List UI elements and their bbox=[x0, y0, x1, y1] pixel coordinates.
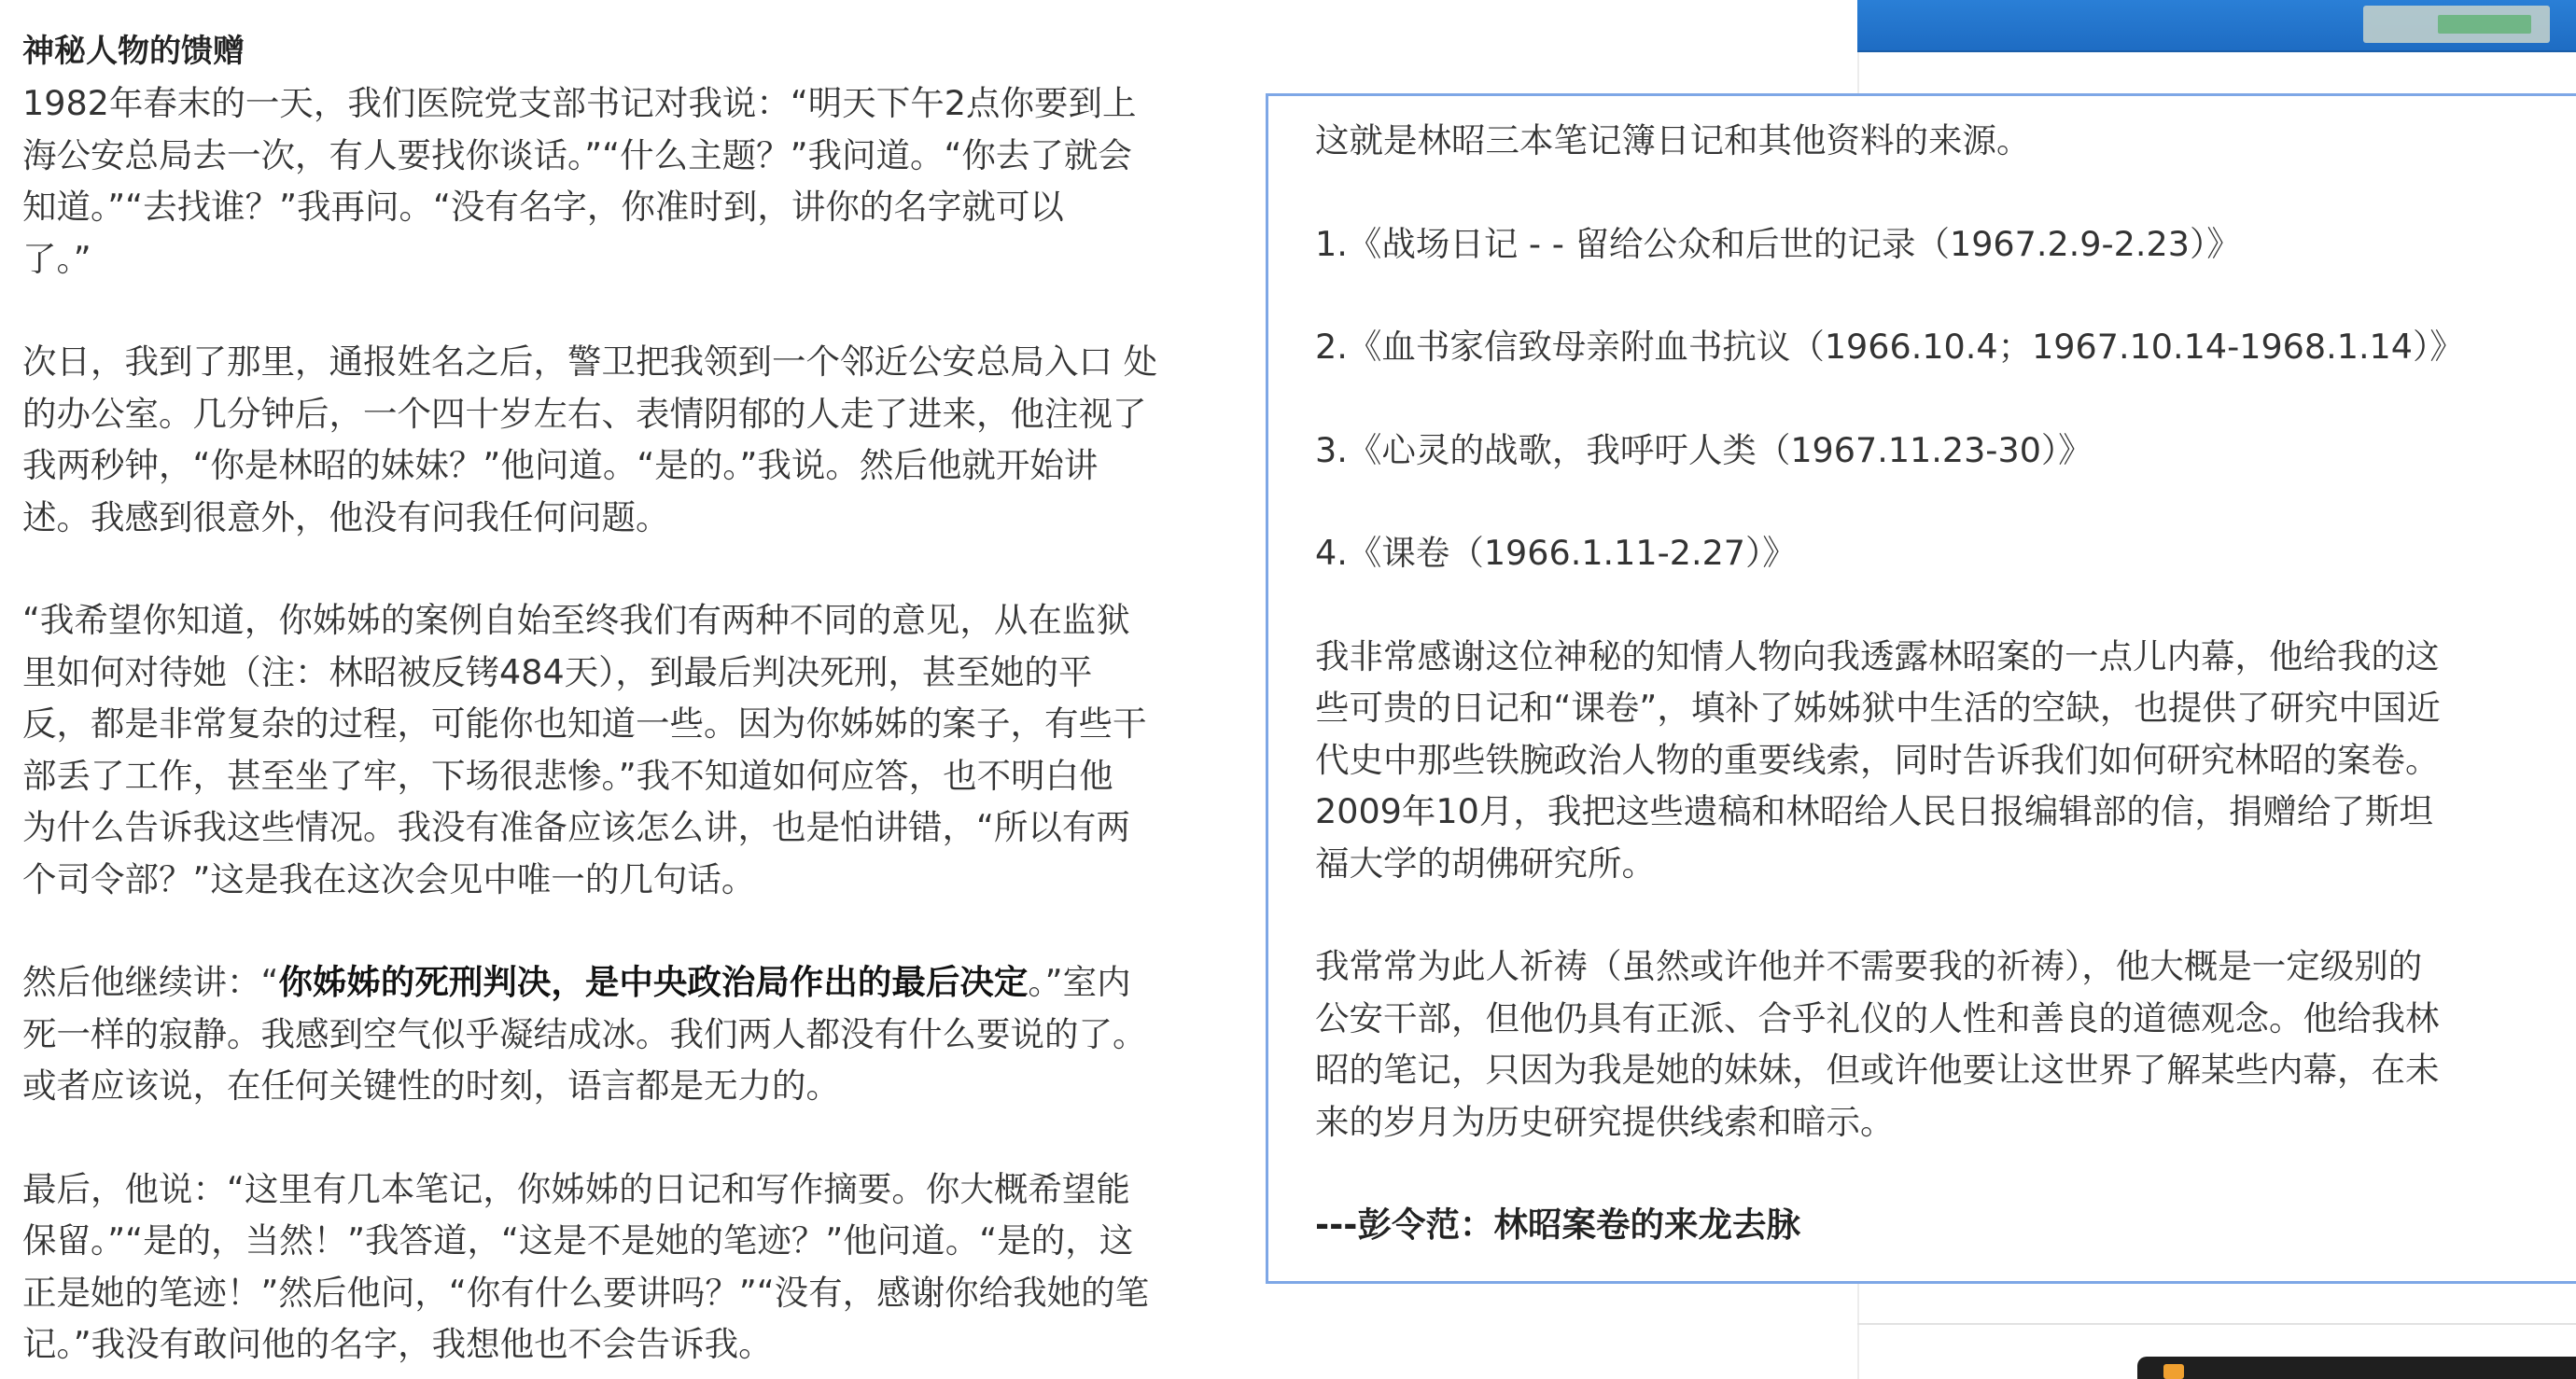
panel-list-item: 2.《血书家信致母亲附血书抗议（1966.10.4；1967.10.14-1968.1.14）》 bbox=[1315, 327, 2464, 367]
banner-thumbnail[interactable] bbox=[2363, 6, 2550, 43]
signature-dashes: --- bbox=[1315, 1205, 1358, 1245]
article-paragraph-5: 最后，他说：“这里有几本笔记，你姊姊的日记和写作摘要。你大概希望能 保留。”“是的，当然！”我答道，“这是不是她的笔迹？”他问道。“是的，这 正是她的笔迹！”然后他问，“你有什么要讲吗？”“没有，感谢你给我她的笔 记。”我没有敢问他的名字，我想他也不会告诉我。 bbox=[22, 1168, 1150, 1364]
paragraph-4-emphasis: 你姊姊的死刑判决，是中央政治局作出的最后决定 bbox=[278, 962, 1029, 1002]
article-paragraph-3: “我希望你知道，你姊姊的案例自始至终我们有两种不同的意见，从在监狱 里如何对待她（注：林昭被反铐484天），到最后判决死刑，甚至她的平 反，都是非常复杂的过程，可能你也知道一些。因为你姊姊的案子，有些干 部丢了工作，甚至坐了牢，下场很悲惨。”我不知道如何应答，也不明白他 为什么告诉我这些情况。我没有准备应该怎么讲，也是怕讲错，“所以有两 个司令部？”这是我在这次会见中唯一的几句话。 bbox=[22, 600, 1147, 899]
article-title: 神秘人物的馈赠 bbox=[22, 33, 245, 70]
floating-widget[interactable] bbox=[2137, 1357, 2576, 1379]
article-paragraph-1: 1982年春末的一天，我们医院党支部书记对我说：“明天下午2点你要到上 海公安总局去一次，有人要找你谈话。”“什么主题？”我问道。“你去了就会 知道。”“去找谁？”我再问。“没有名字，你准时到，讲你的名字就可以 了。” bbox=[22, 83, 1137, 279]
quote-panel bbox=[1266, 93, 2576, 1284]
panel-content bbox=[1315, 115, 2566, 1302]
widget-icon bbox=[2163, 1364, 2184, 1379]
banner-thumbnail-image bbox=[2438, 15, 2531, 34]
article-paragraph-4 bbox=[22, 956, 1254, 1112]
paragraph-4-lead: 然后他继续讲：“ bbox=[22, 962, 279, 1002]
panel-list-item: 3.《心灵的战歌，我呼吁人类（1967.11.23-30）》 bbox=[1315, 429, 2093, 470]
panel-list-item: 4.《课卷（1966.1.11-2.27）》 bbox=[1315, 533, 1797, 573]
article-paragraph-2: 次日，我到了那里，通报姓名之后，警卫把我领到一个邻近公安总局入口 处 的办公室。几分钟后，一个四十岁左右、表情阴郁的人走了进来，他注视了 我两秒钟，“你是林昭的妹妹？”他问道。“是的。”我说。然后他就开始讲 述。我感到很意外，他没有问我任何问题。 bbox=[22, 341, 1158, 537]
panel-list-item: 1.《战场日记 - - 留给公众和后世的记录（1967.2.9-2.23）》 bbox=[1315, 223, 2241, 264]
signature-text: 彭令范：林昭案卷的来龙去脉 bbox=[1357, 1205, 1800, 1245]
panel-paragraph-2: 我常常为此人祈祷（虽然或许他并不需要我的祈祷），他大概是一定级别的 公安干部，但他仍具有正派、合乎礼仪的人性和善良的道德观念。他给我林 昭的笔记，只因为我是她的妹妹，但或许他要让这世界了解某些内幕，在未 来的岁月为历史研究提供线索和暗示。 bbox=[1315, 946, 2440, 1142]
paragraph-4-tail: 。”室内 死一样的寂静。我感到空气似乎凝结成冰。我们两人都没有什么要说的了。 或者应该说，在任何关键性的时刻，语言都是无力的。 bbox=[22, 962, 1147, 1106]
divider bbox=[1857, 1323, 2576, 1325]
top-banner bbox=[1857, 0, 2576, 52]
panel-signature bbox=[1315, 1199, 2566, 1251]
article bbox=[22, 26, 1254, 1379]
panel-paragraph-1: 我非常感谢这位神秘的知情人物向我透露林昭案的一点儿内幕，他给我的这 些可贵的日记和“课卷”，填补了姊姊狱中生活的空缺，也提供了研究中国近 代史中那些铁腕政治人物的重要线索，同时告诉我们如何研究林昭的案卷。 2009年10月，我把这些遗稿和林昭给人民日报编辑部的信，捐赠给了斯坦 福大学的胡佛研究所。 bbox=[1315, 635, 2441, 884]
panel-intro: 这就是林昭三本笔记簿日记和其他资料的来源。 bbox=[1315, 120, 2031, 160]
